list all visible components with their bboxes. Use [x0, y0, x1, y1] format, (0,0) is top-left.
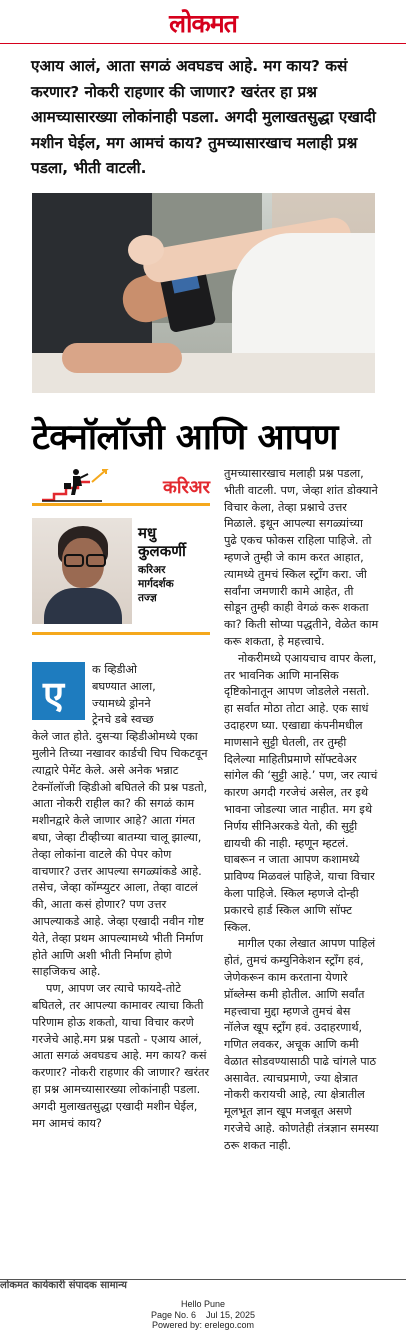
right-paragraph-1: तुमच्यासारखाच मलाही प्रश्न पडला, भीती वाटली. पण, जेव्हा शांत डोक्याने विचार केला, तेव्हा प्रश्नाचे उत्तर मिळाले. इथून आपल्या सगळ्यांच्या पुढे एकच फोकस राहिला पाहिजे. तो म्हणजे तुम्ही जे काम करत आहात, त्यामध्ये तुमचं स्किल स्ट्राँग करा. जी सर्वांना जमणारी कामे आहेत, ती सोडून तुम्ही काही वेगळं करू शकता का? किती सोप्या पद्धतीने, वेळेत काम करू शकता, हे महत्त्वाचे. [224, 467, 379, 648]
author-role-line-2: मार्गदर्शक [138, 578, 174, 590]
author-role-line-1: करिअर [138, 564, 166, 576]
next-article-text: लोकमत कार्यकारी संपादक सामान्य [0, 1280, 127, 1290]
edition-name: Hello Pune [180, 1299, 226, 1309]
section-label: करिअर [163, 477, 210, 498]
left-body [32, 662, 210, 1132]
next-article-strip [0, 1279, 406, 1290]
drop-cap-line: ज्यामध्ये ड्रोनने [92, 696, 151, 710]
right-column [224, 466, 379, 1155]
article-photo [32, 193, 375, 393]
page-and-date: Page No. 6 Jul 15, 2025 [150, 1309, 256, 1320]
author-box [32, 518, 210, 628]
left-column [32, 466, 210, 1132]
drop-cap-line: ट्रेनचे डबे स्वच्छ [92, 713, 154, 727]
drop-cap-line: क व्हिडीओ [92, 663, 137, 676]
drop-cap-box [32, 662, 85, 720]
right-paragraph-2: नोकरीमध्ये एआयचाच वापर केला, तर भावनिक आणि मानसिक दृष्टिकोनातून आपण जोडलेले नसतो. हा सर्वात मोठा तोटा आहे. एक साधं उदाहरण घ्या. एखाद्या कंपनीमधील माणसाने सुट्टी घेतली, तर तुम्ही दिलेल्या माहितीप्रमाणे सॉफ्टवेअर सांगेल की ‘सुट्टी आहे.’ पण, जर त्याचं कारण अगदी गरजेचं असेल, तर इथे भावना जोडल्या जात नाहीत. मग इथे निर्णय सीनिअरकडे येतो, की सुट्टी द्यायची की नाही. म्हणून म्हटलं. घाबरून न जाता आपण कशामध्ये प्राविण्य मिळवलं पाहिजे, याचा विचार केला पाहिजे. स्किल म्हणजे दोन्ही प्रकारचे हार्ड स्किल आणि सॉफ्ट स्किल. [224, 651, 378, 934]
newspaper-logo: लोकमत [169, 9, 237, 38]
masthead-divider [0, 43, 406, 44]
section-banner [32, 466, 210, 506]
author-underline [32, 632, 210, 635]
author-role-line-3: तज्ज्ञ [138, 592, 157, 604]
drop-cap-letter: ए [43, 673, 65, 717]
left-paragraph-2: पण, आपण जर त्याचे फायदे-तोटे बघितले, तर आपल्या कामावर त्याचा किती परिणाम होऊ शकतो, याचा विचार करणे गरजेचे आहे.मग प्रश्न पडतो - एआय आलं, आता सगळं अवघडच आहे. मग काय? कसं करणार? नोकरी राहणार की जाणार? खरंतर हा प्रश्न आमच्यासारख्या लोकांनाही पडला. अगदी मुलाखतसुद्धा एखादी मशीन घेईल, मग आमचं काय? [32, 982, 210, 1130]
businessman-stairs-icon [40, 468, 118, 502]
page-meta [0, 1299, 406, 1331]
masthead [0, 0, 406, 44]
article-headline: टेक्नॉलॉजी आणि आपण [32, 417, 338, 458]
author-name [138, 524, 212, 560]
right-paragraph-3: मागील एका लेखात आपण पाहिलं होतं, तुमचं कम्युनिकेशन स्ट्राँग हवं, जेणेकरून काम करताना येणारे प्रॉब्लेम्स कमी होतील. आणि सर्वांत महत्त्वाचा मुद्दा म्हणजे तुमचं बेस नॉलेज खूप स्ट्राँग हवं. उदाहरणार्थ, गणित लवकर, अचूक आणि कमी वेळात सोडवण्यासाठी पाढे चांगले पाठ असावेत. त्याचप्रमाणे, ज्या क्षेत्रात नोकरी करायची आहे, त्या क्षेत्रातील मूलभूत ज्ञान खूप मजबूत असणे गरजेचे आहे. कोणतेही तंत्रज्ञान समस्या ठरू शकत नाही. [224, 937, 379, 1152]
left-paragraph-1: केले जात होते. दुसऱ्या व्हिडीओमध्ये एका मुलीने तिच्या नखावर कार्डची चिप चिकटवून त्याद्वारे पेमेंट केले. असे अनेक भन्नाट टेक्नॉलॉजी व्हिडीओ बघितले की प्रश्न पडतो, आता नोकरी राहील का? की सगळं काम मशीनद्वारे केले जाणार आहे? आता गंमत बघा, जेव्हा टीव्हीच्या बातम्या चालू झाल्या, तेव्हा लोकांना वाटले की पेपर कोण वाचणार? उत्तर आपल्या सगळ्यांकडे आहे. तसेच, जेव्हा कॉम्प्युटर आला, तेव्हा वाटलं की, आता कसं होणार? पण उत्तर आपल्याकडे आहे. जेव्हा एखादी नवीन गोष्ट येते, तेव्हा प्रथम आपल्यामध्ये भीती निर्माण होते आणि अशी भीती निर्माण होणे साहजिकच आहे. [32, 730, 208, 979]
author-photo [32, 518, 132, 624]
powered-by: Powered by: erelego.com [151, 1320, 255, 1330]
author-role [138, 563, 212, 605]
section-underline [32, 503, 210, 506]
article-lead: एआय आलं, आता सगळं अवघडच आहे. मग काय? कसं करणार? नोकरी राहणार की जाणार? खरंतर हा प्रश्न आमच्यासारख्या लोकांनाही पडला. अगदी मुलाखतसुद्धा एखादी मशीन घेईल, मग आमचं काय? तुमच्यासारखाच मलाही प्रश्न पडला, भीती वाटली. [31, 57, 376, 177]
drop-cap-line: बघण्यात आला, [92, 679, 156, 693]
author-first-name: मधु [138, 524, 157, 542]
author-last-name: कुलकर्णी [138, 542, 186, 560]
